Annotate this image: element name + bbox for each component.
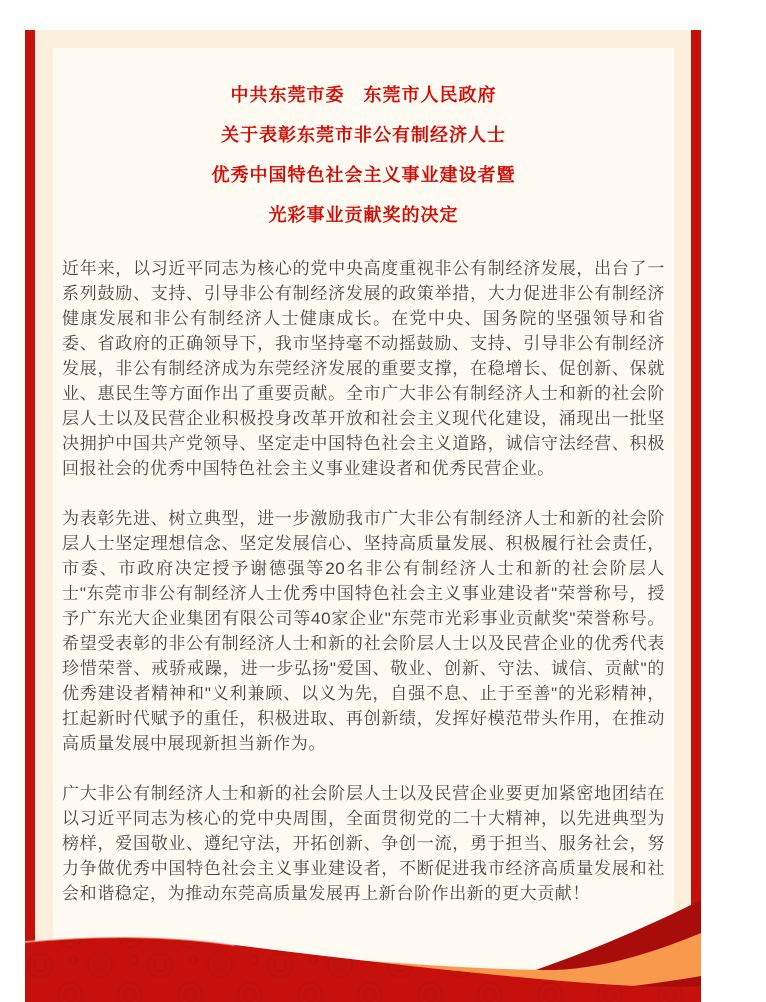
document-frame	[25, 30, 701, 1002]
document-content	[53, 48, 674, 906]
title-line-4: 光彩事业贡献奖的决定	[268, 205, 459, 225]
document-body	[62, 256, 665, 906]
document-title	[62, 75, 665, 235]
right-red-border	[691, 30, 701, 1002]
title-line-2: 关于表彰东莞市非公有制经济人士	[221, 125, 506, 145]
document-card	[53, 48, 674, 1002]
paragraph-3: 广大非公有制经济人士和新的社会阶层人士以及民营企业要更加紧密地团结在以习近平同志为核心的党中央周围，全面贯彻党的二十大精神，以先进典型为榜样，爱国敬业、遵纪守法，开拓创新、争创一流，勇于担当、服务社会，努力争做优秀中国特色社会主义事业建设者，不断促进我市经济高质量发展和社会和谐稳定，为推动东莞高质量发展再上新台阶作出新的更大贡献！	[62, 784, 665, 903]
cream-border-band	[35, 30, 691, 1002]
paragraph-1: 近年来，以习近平同志为核心的党中央高度重视非公有制经济发展，出台了一系列鼓励、支持、引导非公有制经济发展的政策举措，大力促进非公有制经济健康发展和非公有制经济人士健康成长。在党中央、国务院的坚强领导和省委、省政府的正确领导下，我市坚持毫不动摇鼓励、支持、引导非公有制经济发展，非公有制经济成为东莞经济发展的重要支撑，在稳增长、促创新、保就业、惠民生等方面作出了重要贡献。全市广大非公有制经济人士和新的社会阶层人士以及民营企业积极投身改革开放和社会主义现代化建设，涌现出一批坚决拥护中国共产党领导、坚定走中国特色社会主义道路，诚信守法经营、积极回报社会的优秀中国特色社会主义事业建设者和优秀民营企业。	[62, 259, 665, 478]
title-line-1: 中共东莞市委 东莞市人民政府	[230, 85, 497, 105]
left-red-border	[25, 30, 35, 1002]
paragraph-2: 为表彰先进、树立典型，进一步激励我市广大非公有制经济人士和新的社会阶层人士坚定理想信念、坚定发展信心、坚持高质量发展、积极履行社会责任，市委、市政府决定授予谢德强等20名非公有制经济人士和新的社会阶层人士"东莞市非公有制经济人士优秀中国特色社会主义事业建设者"荣誉称号，授予广东光大企业集团有限公司等40家企业"东莞市光彩事业贡献奖"荣誉称号。希望受表彰的非公有制经济人士和新的社会阶层人士以及民营企业的优秀代表珍惜荣誉、戒骄戒躁，进一步弘扬"爱国、敬业、创新、守法、诚信、贡献"的优秀建设者精神和"义利兼顾、以义为先，自强不息、止于至善"的光彩精神，扛起新时代赋予的重任，积极进取、再创新绩，发挥好模范带头作用，在推动高质量发展中展现新担当新作为。	[62, 509, 665, 753]
title-line-3: 优秀中国特色社会主义事业建设者暨	[211, 165, 516, 185]
bottom-wave-decoration	[25, 890, 701, 1002]
